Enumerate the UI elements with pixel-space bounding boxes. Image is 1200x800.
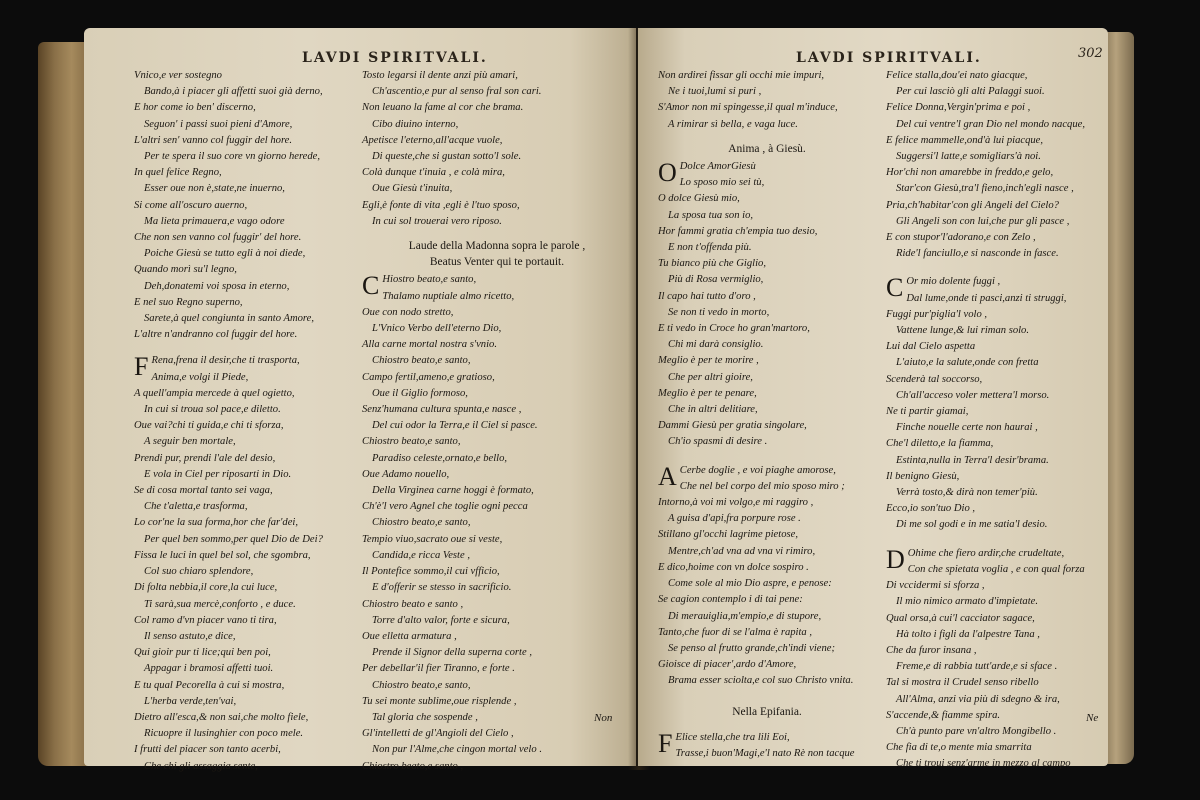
verse-line: Thalamo nuptiale almo ricetto, [382, 290, 515, 302]
verse-line: Fuggi pur'piglia'l volo , [886, 308, 988, 320]
verse-line: Che in altri delitiare, [668, 404, 758, 416]
verse-line: Tempio viuo,sacrato oue si veste, [362, 533, 503, 545]
madonna-heading [362, 238, 632, 270]
verse-line: Si come all'oscuro auerno, [134, 199, 248, 211]
verse-line: Chiostro beato,e santo, [372, 355, 471, 367]
verse-line: Di me sol godi e in me satia'l desio. [896, 519, 1048, 531]
verse-line: S'Amor non mi spingesse,il qual m'induce, [658, 102, 838, 114]
catchword-right: Ne [1086, 712, 1099, 724]
verse-line: S'accende,& fiamme spira. [886, 709, 1001, 721]
verse-line: E dico,hoime con vn dolce sospiro . [658, 561, 809, 573]
verse-line: D Ohime che fiero ardir,che crudeltate, [886, 544, 1065, 574]
verse-line: Per cui lasciò gli alti Palaggi suoi. [896, 86, 1045, 98]
verse-line: L'altri sen' vanno col fuggir del hore. [134, 134, 293, 146]
verse-line: L'Vnico Verbo dell'eterno Dio, [372, 323, 502, 335]
verse-line: La sposa tua son io, [668, 209, 754, 221]
verse-line: Se di cosa mortal tanto sei vaga, [134, 485, 273, 497]
verse-line: Per debellar'il fier Tiranno, e forte . [362, 663, 515, 675]
verse-line: A seguir ben mortale, [144, 436, 236, 448]
verse-line: Oue Adamo nouello, [362, 468, 450, 480]
verse-line: Ch'è'l vero Agnel che toglie ogni pecca [362, 501, 528, 513]
verse-line: Vattene lunge,& lui riman solo. [896, 325, 1030, 337]
drop-capital: C [886, 273, 904, 303]
verse-line: Vnico,e ver sostegno [134, 70, 222, 81]
verse-line: E hor come io ben' discerno, [134, 102, 256, 114]
verse-line: In quel felice Regno, [134, 167, 222, 179]
verse-line: Più di Rosa vermiglio, [668, 274, 764, 286]
verse-line: Ne i tuoi,lumi si puri , [668, 86, 762, 98]
verse-line: Il mio nimico armato d'impietate. [896, 596, 1039, 608]
verse-line: L'aiuto,e la salute,onde con fretta [896, 357, 1039, 369]
verse-line: Verrà tosto,& dirà non temer'più. [896, 487, 1038, 499]
verse-line: Ch'all'acceso voler mettera'l morso. [896, 389, 1050, 401]
verse-line: Col suo chiaro splendore, [144, 566, 254, 578]
verse-line: Anima,e volgi il Piede, [151, 371, 249, 383]
verse-line: Non leuano la fame al cor che brama. [362, 102, 524, 114]
open-book [38, 28, 1134, 770]
verse-line: Lui dal Cielo aspetta [886, 341, 976, 353]
verse-line: Esser oue non è,state,ne inuerno, [144, 183, 285, 195]
verse-line: Ti sarà,sua mercè,conforto , e duce. [144, 598, 296, 610]
verse-line: Prendi pur, prendi l'ale del desio, [134, 452, 276, 464]
verse-line: Appagar i bramosi affetti tuoi. [144, 663, 274, 675]
verse-line: Trasse,i buon'Magi,e'l nato Rè non tacque [675, 747, 855, 759]
verse-line: Che da furor insana , [886, 644, 977, 656]
verse-line: All'Alma, anzi via più di sdegno & ira, [896, 693, 1060, 705]
verse-line: Chiostro beato e santo , [362, 598, 464, 610]
verse-line: Che per altri gioire, [668, 371, 753, 383]
running-head-right: LAVDI SPIRITVALI. [796, 50, 982, 66]
drop-capital: A [658, 461, 677, 491]
verse-line: Prende il Signor della superna corte , [372, 647, 532, 659]
verse-line: Ricuopre il lusinghier con poco mele. [144, 728, 304, 740]
epifania-heading: Nella Epifania. [732, 705, 802, 718]
verse-line: Hor fammi gratia ch'empia tuo desio, [658, 225, 818, 237]
verse-line: E vola in Ciel per riposarti in Dio. [144, 468, 292, 480]
verse-line: Di queste,che si gustan sotto'l sole. [372, 151, 522, 163]
verse-line [134, 343, 354, 353]
verse-line: Non ardirei fissar gli occhi mie impuri, [658, 70, 825, 81]
verse-line: Ch'io spasmi di desire . [668, 436, 768, 448]
running-head-left: LAVDI SPIRITVALI. [302, 50, 488, 66]
verse-line: Alla carne mortal nostra s'vnio. [362, 339, 497, 351]
verse-line: Brama esser sciolta,e col suo Christo vnita. [668, 675, 854, 687]
left-column-2 [362, 68, 632, 775]
verse-line: A quell'ampia mercede à quel ogietto, [134, 387, 295, 399]
verse-line: Candida,e ricca Veste , [372, 549, 470, 561]
verse-line: Tosto legarsi il dente anzi più amari, [362, 70, 518, 81]
verse-line: C Hiostro beato,e santo, [362, 271, 477, 301]
verse-line: Come sole al mio Dio aspre, e penose: [668, 578, 832, 590]
verse-line: Il senso astuto,e dice, [144, 630, 236, 642]
verse-line: Senz'humana cultura spunta,e nasce , [362, 404, 522, 416]
verse-line: Chi mi darà consiglio. [668, 339, 764, 351]
verse-line: E nel suo Regno superno, [134, 296, 243, 308]
verse-line: Lo sposo mio sei tù, [679, 177, 765, 189]
verse-line: Felice Donna,Vergin'prima e poi , [886, 102, 1031, 114]
verse-line: L'altre n'andranno col fuggir del hore. [134, 329, 298, 341]
verse-line: Seguon' i passi suoi pieni d'Amore, [144, 118, 293, 130]
verse-line: Se penso al frutto grande,ch'indi viene; [668, 642, 836, 654]
left-column-1 [134, 68, 354, 775]
verse-line: I frutti del piacer son tanto acerbi, [134, 744, 281, 756]
verse-line: Del cui odor la Terra,e il Ciel si pasce. [372, 420, 538, 432]
verse-line: E felice mammelle,ond'à lui piacque, [886, 134, 1044, 146]
verse-line: A guisa d'api,fra porpure rose . [668, 513, 801, 525]
verse-line: Il capo hai tutto d'oro , [658, 290, 756, 302]
verse-line: Gl'intelletti de gl'Angioli del Cielo , [362, 728, 514, 740]
verse-line: Per quel ben sommo,per quel Dio de Dei? [144, 533, 323, 545]
verse-line: Cibo diuino interno, [372, 118, 459, 130]
verse-line: E con stupor'l'adorano,e con Zelo , [886, 232, 1036, 244]
verse-line: Oue il Giglio formoso, [372, 387, 468, 399]
verse-line: Ne ti partir giamai, [886, 406, 969, 418]
right-page [638, 28, 1108, 770]
verse-line: Col ramo d'vn piacer vano ti tira, [134, 614, 277, 626]
verse-line: Chiostro beato,e santo, [362, 436, 461, 448]
verse-line: Di merauiglia,m'empio,e di stupore, [668, 610, 822, 622]
left-page [84, 28, 636, 772]
verse-line: Finche nouelle certe non haurai , [896, 422, 1038, 434]
verse-line: Stillano gl'occhi lagrime pietose, [658, 529, 798, 541]
verse-line: E d'offerir se stesso in sacrificio. [372, 582, 512, 594]
verse-line: Il benigno Giesù, [886, 470, 960, 482]
verse-line: Gli Angeli son con lui,che pur gli pasce , [896, 215, 1070, 227]
catchword-left: Non [594, 712, 613, 724]
right-column-1 [658, 68, 876, 762]
verse-line: Con che spietata voglia , e con qual forza [907, 563, 1085, 575]
verse-line: Di vccidermi si sforza , [886, 580, 985, 592]
verse-line: O Dolce AmorGiesù [658, 158, 756, 188]
verse-line: Dietro all'esca,& non sai,che molto fiele, [134, 711, 309, 723]
verse-line: Se cagion contemplo i di tai pene: [658, 594, 803, 606]
verse-line: Di folta nebbia,il core,la cui luce, [134, 582, 278, 594]
madonna-heading-line-2: Beatus Venter qui te portauit. [429, 256, 565, 269]
verse-line: C Or mio dolente fuggi , [886, 273, 1001, 303]
verse-line: Egli,è fonte di vita ,egli è l'tuo sposo, [362, 199, 520, 211]
verse-line: Felice stalla,dou'ei nato giacque, [886, 70, 1028, 81]
verse-line: Chiostro beato,e santo, [372, 679, 471, 691]
book-edge-right [1104, 32, 1134, 764]
verse-line: Campo fertil,ameno,e gratioso, [362, 371, 495, 383]
verse-line: Hà tolto i figli da l'alpestre Tana , [896, 628, 1040, 640]
verse-line: E non t'offenda più. [668, 242, 752, 254]
verse-line: Hor'chi non amarebbe in freddo,e gelo, [886, 167, 1054, 179]
drop-capital: F [134, 352, 149, 382]
verse-line: Del cui ventre'l gran Dio nel mondo nacque, [896, 118, 1085, 130]
verse-line: Pria,ch'habitar'con gli Angeli del Cielo? [886, 199, 1059, 211]
right-column-2 [886, 68, 1106, 773]
page-number: 302 [1078, 46, 1103, 61]
verse-line: Che nel bel corpo del mio sposo miro ; [679, 480, 845, 492]
verse-line: Ma lieta primauera,e vago odore [144, 215, 285, 227]
verse-line: Lo cor'ne la sua forma,hor che far'dei, [134, 517, 299, 529]
verse-line: Meglio è per te penare, [658, 387, 757, 399]
drop-capital: C [362, 271, 380, 301]
verse-line: Per te spera il suo core vn giorno herede, [144, 151, 321, 163]
verse-line: Chiostro beato,e santo , [362, 760, 464, 772]
verse-line: Mentre,ch'ad vna ad vna vi rimiro, [668, 545, 816, 557]
verse-line: Qual orsa,à cui'l cacciator sagace, [886, 612, 1035, 624]
verse-line: Che t'aletta,e trasforma, [144, 501, 248, 513]
verse-line: Tal gloria che sospende , [372, 711, 478, 723]
verse-line: Ch'à punto pare vn'altro Mongibello . [896, 725, 1057, 737]
verse-line: L'herba verde,ten'vai, [144, 695, 237, 707]
verse-line: Che fia di te,o mente mia smarrita [886, 742, 1032, 754]
verse-line: Deh,donatemi voi sposa in eterno, [144, 280, 290, 292]
verse-line: Dal lume,onde ti pasci,anzi ti struggi, [906, 292, 1067, 304]
verse-line: E tu qual Pecorella à cui si mostra, [134, 679, 285, 691]
verse-line: Oue con nodo stretto, [362, 306, 454, 318]
verse-line: Colà dunque t'inuia , e colà mira, [362, 167, 505, 179]
drop-capital: D [886, 544, 905, 574]
verse-line: Paradiso celeste,ornato,e bello, [372, 452, 508, 464]
verse-line: Chiostro beato,e santo, [372, 517, 471, 529]
anima-heading: Anima , à Giesù. [728, 142, 806, 155]
verse-line: E ti vedo in Croce ho gran'martoro, [658, 323, 810, 335]
verse-line: Se non ti vedo in morto, [668, 306, 770, 318]
verse-line: Tanto,che fuor di se l'alma è rapita , [658, 626, 813, 638]
drop-capital: F [658, 728, 673, 758]
verse-line: A rimirar sì bella, e vaga luce. [668, 118, 798, 130]
verse-line: Che non sen vanno col fuggir' del hore. [134, 232, 302, 244]
verse-line: Ecco,io son'tuo Dio , [886, 503, 976, 515]
verse-line: Intorno,à voi mi volgo,e mi raggiro , [658, 497, 814, 509]
verse-line: Dammi Giesù per gratia singolare, [658, 420, 807, 432]
verse-line: F Rena,frena il desir,che ti trasporta, [134, 352, 300, 382]
verse-line: Star'con Giesù,tra'l fieno,inch'egli nasce , [896, 183, 1074, 195]
verse-line: Meglio è per te morire , [658, 355, 759, 367]
verse-line: Torre d'alto valor, forte e sicura, [372, 614, 510, 626]
verse-line: Tu sei monte sublime,oue risplende , [362, 695, 517, 707]
verse-line: Quando morì su'l legno, [134, 264, 237, 276]
verse-line: Scenderà tal soccorso, [886, 373, 983, 385]
verse-line: Che'l diletto,e la fiamma, [886, 438, 994, 450]
verse-line: Oue vai?chi ti guida,e chi ti sforza, [134, 420, 284, 432]
verse-line: Oue Giesù t'inuita, [372, 183, 453, 195]
verse-line: Ch'ascentio,e pur al senso fral son cari. [372, 86, 542, 98]
verse-line: Che chi gli assaggia sente, [144, 760, 258, 772]
verse-line: Il Pontefice sommo,il cui vfficio, [362, 566, 500, 578]
verse-line: Oue elletta armatura , [362, 630, 457, 642]
verse-line: Qui gioir pur ti lice;qui ben poi, [134, 647, 271, 659]
verse-line: Tu bianco più che Giglio, [658, 258, 766, 270]
verse-line: Ride'l fanciullo,e si nasconde in fasce. [896, 248, 1059, 260]
verse-line: Freme,e di rabbia tutt'arde,e si sface . [896, 661, 1058, 673]
verse-line: O dolce Giesù mio, [658, 193, 740, 205]
verse-line: Che ti troui senz'arme in mezzo al campo [896, 758, 1071, 770]
verse-line: Estinta,nulla in Terra'l desir'brama. [896, 454, 1049, 466]
verse-line: Fissa le luci in quel bel sol, che sgombra, [134, 549, 311, 561]
verse-line: In cui sol trouerai vero riposo. [372, 215, 502, 227]
verse-line: A Cerbe doglie , e voi piaghe amorose, [658, 461, 836, 491]
verse-line: Non pur l'Alme,che cingon mortal velo . [372, 744, 542, 756]
verse-line: Gioisce di piacer',ardo d'Amore, [658, 659, 797, 671]
verse-line: Bando,à i piacer gli affetti suoi già derno, [144, 86, 323, 98]
verse-line: Della Virginea carne hoggi è formato, [372, 485, 534, 497]
verse-line: F Elice stella,che tra lili Eoi, [658, 728, 790, 758]
verse-line: Tal si mostra il Crudel senso ribello [886, 677, 1039, 689]
drop-capital: O [658, 158, 677, 188]
verse-line: In cui si troua sol pace,e diletto. [144, 404, 281, 416]
madonna-heading-line-1: Laude della Madonna sopra le parole , [408, 240, 586, 253]
verse-line: Sarete,à quel congiunta in santo Amore, [144, 313, 314, 325]
verse-line: Suggersi'l latte,e somigliars'à noi. [896, 151, 1041, 163]
verse-line: Poiche Giesù se tutto egli à noi diede, [144, 248, 306, 260]
verse-line: Apetisce l'eterno,all'acque vuole, [362, 134, 503, 146]
